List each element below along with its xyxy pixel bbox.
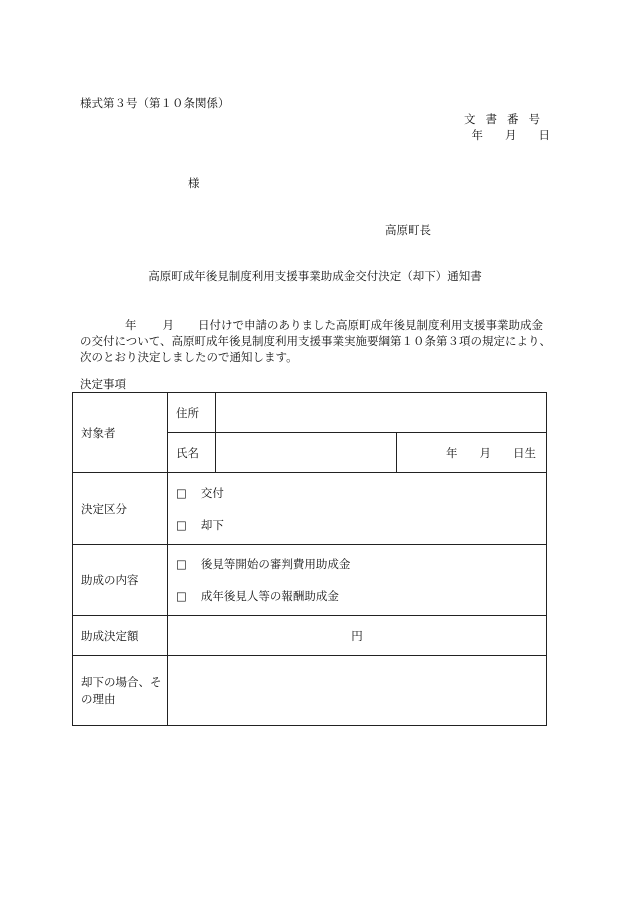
amount-unit-label: 円 bbox=[351, 628, 363, 643]
body-line-3: 次のとおり決定しましたので通知します。 bbox=[80, 350, 298, 364]
decision-category-label: 決定区分 bbox=[73, 473, 168, 545]
address-field bbox=[216, 393, 547, 433]
grant-amount-label: 助成決定額 bbox=[73, 616, 168, 656]
body-text bbox=[80, 317, 560, 365]
dob-year-label: 年 bbox=[446, 445, 458, 460]
body-line-2: の交付について、高原町成年後見制度利用支援事業実施要綱第１０条第３項の規定により、 bbox=[80, 334, 552, 348]
dob-month-label: 月 bbox=[479, 445, 491, 460]
date-year-label: 年 bbox=[471, 128, 483, 142]
date-of-birth-field bbox=[397, 433, 547, 473]
rejection-reason-label: 却下の場合、その理由 bbox=[73, 656, 168, 726]
decision-items-label: 決定事項 bbox=[80, 377, 126, 391]
document-number-label: 文書番号 bbox=[464, 112, 550, 126]
checkbox-icon[interactable]: □ bbox=[176, 485, 187, 500]
body-month-label: 月 bbox=[162, 318, 174, 332]
decision-category-options bbox=[168, 473, 547, 545]
table-row-content bbox=[73, 545, 547, 616]
grant-content-options bbox=[168, 545, 547, 616]
content-option-label: 後見等開始の審判費用助成金 bbox=[200, 557, 351, 571]
category-option-grant[interactable] bbox=[176, 477, 546, 509]
checkbox-icon[interactable]: □ bbox=[176, 589, 187, 603]
checkbox-icon[interactable]: □ bbox=[176, 557, 187, 571]
grant-amount-field bbox=[168, 616, 547, 656]
rejection-reason-field bbox=[168, 656, 547, 726]
content-option-label: 成年後見人等の報酬助成金 bbox=[200, 589, 339, 603]
table-row-amount bbox=[73, 616, 547, 656]
content-option-guardian-fee[interactable] bbox=[176, 580, 546, 612]
sender-name: 高原町長 bbox=[385, 223, 431, 237]
category-option-reject[interactable] bbox=[176, 509, 546, 541]
content-option-trial-cost[interactable] bbox=[176, 548, 546, 580]
addressee-honorific: 様 bbox=[188, 176, 200, 190]
table-row-reason bbox=[73, 656, 547, 726]
category-option-label: 交付 bbox=[200, 485, 224, 500]
decision-table bbox=[72, 392, 547, 726]
checkbox-icon[interactable]: □ bbox=[176, 517, 187, 532]
category-option-label: 却下 bbox=[200, 517, 224, 532]
name-label: 氏名 bbox=[168, 433, 216, 473]
form-number: 様式第３号（第１０条関係） bbox=[80, 96, 230, 110]
body-line-1-text: 日付けで申請のありました高原町成年後見制度利用支援事業助成金 bbox=[198, 318, 543, 332]
body-line-1 bbox=[80, 317, 560, 333]
document-title: 高原町成年後見制度利用支援事業助成金交付決定（却下）通知書 bbox=[148, 269, 482, 283]
target-person-label: 対象者 bbox=[73, 393, 168, 473]
table-row-address bbox=[73, 393, 547, 433]
dob-suffix-label: 日生 bbox=[513, 445, 536, 460]
date-day-label: 日 bbox=[538, 128, 550, 142]
date-month-label: 月 bbox=[505, 128, 517, 142]
name-field bbox=[216, 433, 397, 473]
document-date bbox=[472, 127, 551, 143]
body-year-label: 年 bbox=[125, 318, 137, 332]
table-row-category bbox=[73, 473, 547, 545]
grant-content-label: 助成の内容 bbox=[73, 545, 168, 616]
address-label: 住所 bbox=[168, 393, 216, 433]
